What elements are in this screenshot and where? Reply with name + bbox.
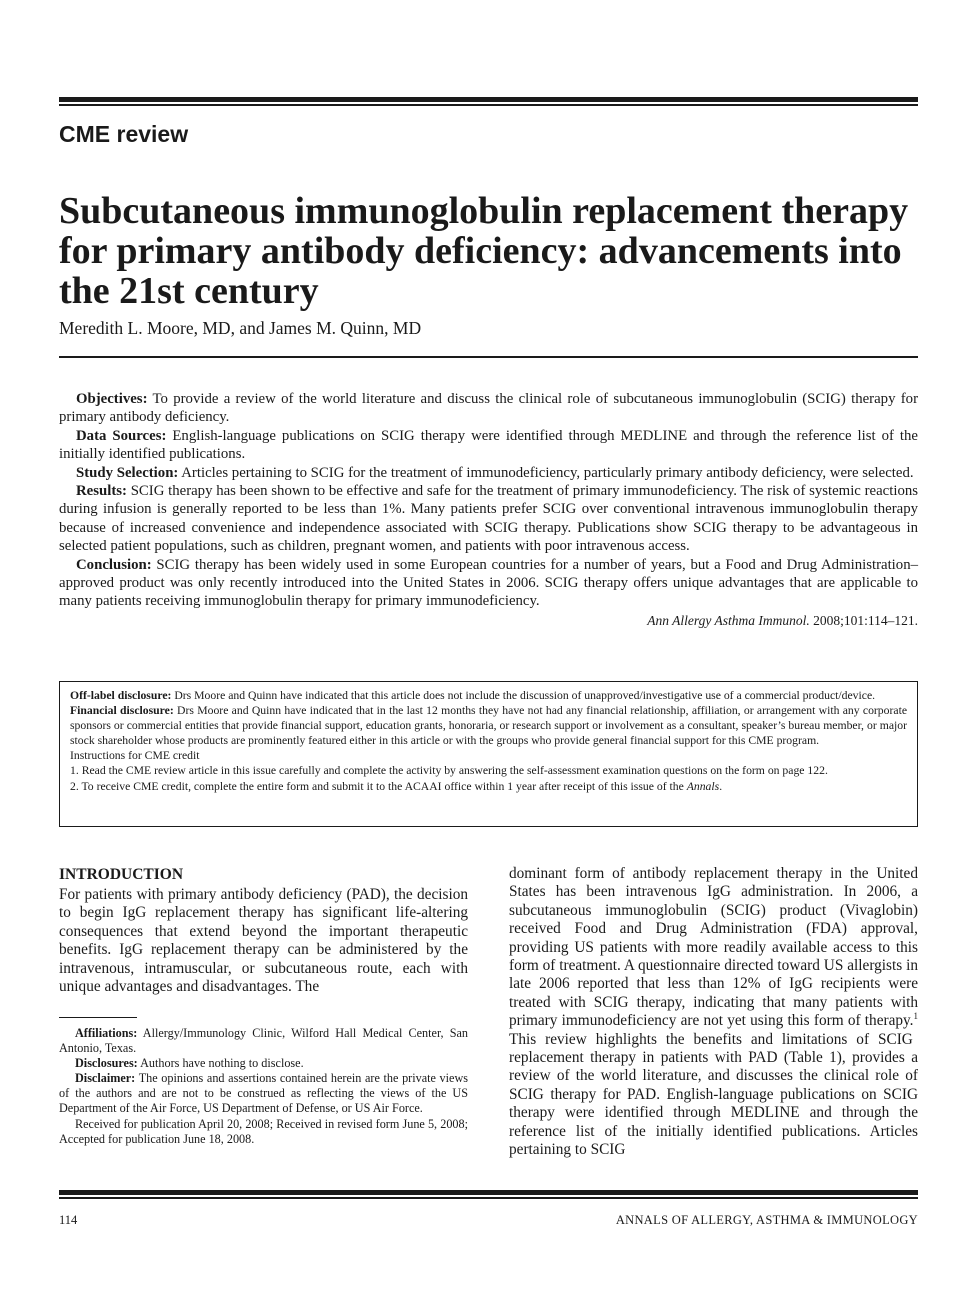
abstract-objectives-label: Objectives: [76,391,148,407]
journal-name: ANNALS OF ALLERGY, ASTHMA & IMMUNOLOGY [615,1213,918,1227]
abstract-data-sources [59,427,918,464]
header-rule-thick [59,97,918,102]
cme-instruction-2-text: 2. To receive CME credit, complete the entire form and submit it to the ACAAI office within 1 year after receipt of this issue of the [70,779,684,793]
disclaimer-label: Disclaimer: [75,1071,136,1086]
financial-disclosure [70,703,907,748]
citation-journal: Ann Allergy Asthma Immunol. [647,612,810,628]
cme-instruction-2-end: . [719,779,723,793]
footnote-affiliations [59,1026,468,1056]
offlabel-disclosure [70,688,907,703]
abstract-objectives-text: To provide a review of the world literature and discuss the clinical role of subcutaneous immunoglobulin (SCIG) therapy for primary antibody deficiency. [59,391,919,426]
offlabel-label: Off-label disclosure: [70,689,172,702]
intro-right-part1: dominant form of antibody replacement therapy in the United States has been intravenous IgG administration. In 2006, a subcutaneous immunoglobulin (SCIG) product (Vivaglobin) received Food and Drug Administration (FDA) approval, providing US patients with more readily available access to this form of treatment. A questionnaire directed toward US allergists in late 2006 reported that less than 12% of IgG recipients were treated with SCIG therapy, indicating that many patients with primary immunodeficiency are not yet using this form of therapy. [509,865,918,1030]
section-label: CME review [59,121,189,147]
title-divider [59,356,918,358]
cme-instruction-2-journal: Annals [686,779,720,793]
footer-rule-thick [59,1190,918,1195]
affiliations-text: Allergy/Immunology Clinic, Wilford Hall Medical Center, San Antonio, Texas. [59,1026,469,1056]
introduction-paragraph-left: For patients with primary antibody deficiency (PAD), the decision to begin IgG replacement therapy has significant life-altering consequences that extend beyond the important therapeutic benefits. IgG replacement therapy can be administered by the intravenous, intramuscular, or subcutaneous route, each with unique advantages and disadvantages. The [59,886,468,996]
citation-details: 2008;101:114–121. [813,612,918,628]
footnote-divider [59,1017,137,1018]
abstract-data-sources-label: Data Sources: [76,427,167,444]
abstract-conclusion [59,556,918,611]
disclosures-label: Disclosures: [75,1056,138,1071]
page-number: 114 [59,1213,78,1227]
author-list: Meredith L. Moore, MD, and James M. Quinn, MD [59,318,422,338]
financial-label: Financial disclosure: [70,704,174,718]
cme-instruction-2 [70,779,907,794]
disclaimer-text: The opinions and assertions contained herein are the private views of the authors and are not to be construed as reflecting the views of the US Department of the Air Force, US Department of Defense, or US Air Force. [59,1071,468,1116]
abstract-results-text: SCIG therapy has been shown to be effective and safe for the treatment of primary immunodeficiency. The risk of systemic reactions during infusion is generally reported to be less than 1%. Many patients prefer SCIG over conventional intravenous immunoglobulin therapy because of increased convenience and independence associated with SCIG therapy. Publications show SCIG therapy to be advantageous in selected patient populations, such as children, pregnant women, and patients with poor intravenous access. [59,483,918,555]
footnote-disclosures [59,1056,468,1071]
intro-right-part2: This review highlights the benefits and limitations of SCIG replacement therapy in patients with PAD (Table 1), provides a review of the world literature, and discusses the clinical role of SCIG therapy for PAD. English-language publications on SCIG therapy were identified through MEDLINE and through the reference list of the initially identified publications. Articles pertaining to SCIG [509,1030,918,1159]
body-column-left [59,865,468,996]
header-rule-thin [59,104,918,106]
footnote-disclaimer [59,1071,468,1116]
introduction-paragraph-right [509,865,918,1160]
footer-rule-thin [59,1197,918,1199]
introduction-heading: INTRODUCTION [59,866,184,883]
affiliations-label: Affiliations: [75,1026,138,1040]
abstract-conclusion-label: Conclusion: [76,556,152,573]
abstract-objectives [59,390,918,427]
abstract-results [59,482,918,556]
cme-instruction-1: 1. Read the CME review article in this issue carefully and complete the activity by answering the self-assessment examination questions on the form on page 122. [70,764,828,778]
abstract-study-selection-label: Study Selection: [76,464,179,481]
reference-marker[interactable]: 1 [913,1011,918,1022]
offlabel-text: Drs Moore and Quinn have indicated that this article does not include the discussion of unapproved/investigative use of a commercial product/device. [174,689,876,702]
article-title: Subcutaneous immunoglobulin replacement therapy for primary antibody deficiency: advancements into the 21st century [59,190,909,312]
abstract-data-sources-text: English-language publications on SCIG therapy were identified through MEDLINE and through the reference list of the initially identified publications. [59,427,919,463]
abstract-study-selection-text: Articles pertaining to SCIG for the treatment of immunodeficiency, particularly primary antibody deficiency, were selected. [181,464,914,481]
abstract [59,390,918,630]
disclosure-box [59,681,918,827]
abstract-study-selection [59,464,918,482]
footnotes [59,1026,468,1147]
abstract-citation [59,612,918,630]
financial-text: Drs Moore and Quinn have indicated that in the last 12 months they have not had any financial relationship, affiliation, or arrangement with any corporate sponsors or commercial entities that provide financial support, education grants, honoraria, or research support or involvement as a consultant, speaker’s bureau member, or major stock shareholder whose products are prominently featured either in this article or with the groups who provide general financial support for this CME program. [70,704,908,748]
abstract-conclusion-text: SCIG therapy has been widely used in some European countries for a number of years, but a Food and Drug Administration–approved product was only recently introduced into the United States in 2006. SCIG therapy offers unique advantages that are applicable to many patients receiving immunoglobulin therapy for primary immunodeficiency. [59,556,918,610]
footnote-received: Received for publication April 20, 2008; Received in revised form June 5, 2008; Accepted for publication June 18, 2008. [59,1116,468,1146]
body-column-right [509,865,918,1160]
disclosures-text: Authors have nothing to disclose. [140,1056,304,1071]
abstract-results-label: Results: [76,483,127,500]
cme-instructions-heading: Instructions for CME credit [70,749,200,763]
